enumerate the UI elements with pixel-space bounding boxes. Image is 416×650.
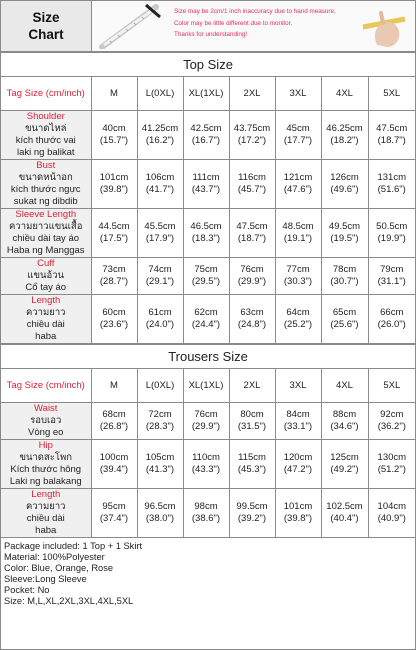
value-inch: (43.3") (191, 464, 221, 475)
value-inch: (18.2") (330, 135, 359, 146)
value-cm: 77cm (286, 264, 310, 275)
value-cm: 75cm (194, 264, 218, 275)
measurement-row (1, 209, 415, 258)
value-inch: (38.6") (191, 513, 221, 524)
value-cm: 43.75cm (233, 123, 271, 134)
measurement-value (368, 440, 415, 489)
value-inch: (28.7") (99, 276, 129, 287)
value-cm: 45.5cm (144, 221, 176, 232)
value-inch: (47.2") (283, 464, 313, 475)
value-inch: (24.0") (145, 319, 175, 330)
measurement-value (91, 111, 137, 160)
trousers-size-header: 2XL (229, 369, 275, 403)
top-size-header: XL(1XL) (183, 77, 229, 111)
measurement-label (1, 209, 91, 258)
measurement-value (368, 258, 415, 295)
chart-title-line1: Size (32, 10, 60, 25)
value-cm: 126cm (330, 172, 359, 183)
value-cm: 44.5cm (98, 221, 130, 232)
value-inch: (31.5") (237, 421, 267, 432)
measurement-value (91, 160, 137, 209)
value-inch: (15.7") (99, 135, 129, 146)
measurement-value (183, 111, 229, 160)
measurement-value (229, 111, 275, 160)
value-cm: 47.5cm (376, 123, 408, 134)
value-inch: (18.3") (191, 233, 221, 244)
note-line-1: Size may be 2cm/1 inch inaccuracy due to hand measure, (174, 8, 336, 15)
measurement-value (229, 160, 275, 209)
value-inch: (51.6") (377, 184, 406, 195)
measurement-value (321, 258, 368, 295)
measurement-value (321, 160, 368, 209)
trousers-tag-size-header: Tag Size (cm/inch) (1, 369, 91, 403)
value-inch: (25.6") (330, 319, 359, 330)
measurement-value (91, 489, 137, 538)
value-inch: (51.2") (377, 464, 406, 475)
value-inch: (19.5") (330, 233, 359, 244)
trousers-size-header: M (91, 369, 137, 403)
value-cm: 84cm (286, 409, 310, 420)
measuring-tape-icon (96, 3, 166, 49)
measurement-translation: kích thước vai (15, 135, 76, 146)
value-cm: 92cm (380, 409, 404, 420)
measurement-value (275, 111, 321, 160)
measurement-translation: haba (35, 331, 57, 342)
measurement-value (183, 403, 229, 440)
value-inch: (24.8") (237, 319, 267, 330)
value-inch: (19.1") (283, 233, 313, 244)
value-inch: (28.3") (145, 421, 175, 432)
measurement-translation: Vòng eo (28, 427, 64, 438)
value-inch: (47.6") (283, 184, 313, 195)
value-inch: (19.9") (377, 233, 406, 244)
measurement-name: Bust (36, 160, 56, 171)
value-cm: 68cm (102, 409, 126, 420)
measurement-value (91, 440, 137, 489)
trousers-size-header: 5XL (368, 369, 415, 403)
value-cm: 121cm (283, 172, 313, 183)
measurement-value (91, 258, 137, 295)
value-inch: (17.2") (237, 135, 267, 146)
measurement-value (137, 403, 183, 440)
note-line-2: Color may be little different due to monitor, (174, 19, 293, 27)
hand-measuring-icon (359, 5, 409, 49)
value-inch: (16.2") (145, 135, 175, 146)
value-inch: (30.3") (283, 276, 313, 287)
value-cm: 78cm (332, 264, 357, 275)
measurement-translation: laki ng balikat (16, 147, 75, 158)
value-cm: 46.5cm (190, 221, 222, 232)
value-inch: (18.7") (237, 233, 267, 244)
measurement-value (183, 489, 229, 538)
value-cm: 88cm (332, 409, 357, 420)
value-cm: 45cm (286, 123, 310, 134)
value-cm: 64cm (286, 307, 310, 318)
measurement-value (229, 403, 275, 440)
value-inch: (36.2") (377, 421, 406, 432)
value-cm: 101cm (283, 501, 313, 512)
product-details (1, 538, 415, 610)
material: Material: 100%Polyester (4, 552, 105, 562)
trousers-rows (1, 403, 415, 538)
measurement-value (137, 258, 183, 295)
value-cm: 95cm (102, 501, 126, 512)
measurement-name: Hip (38, 440, 53, 451)
value-inch: (41.3") (145, 464, 175, 475)
value-inch: (23.6") (99, 319, 129, 330)
value-cm: 125cm (330, 452, 359, 463)
measurement-value (275, 440, 321, 489)
trousers-size-header: XL(1XL) (183, 369, 229, 403)
measurement-row (1, 258, 415, 295)
value-inch: (29.9") (237, 276, 267, 287)
measurement-value (229, 295, 275, 344)
measurement-label (1, 440, 91, 489)
value-cm: 48.5cm (282, 221, 314, 232)
measurement-value (91, 403, 137, 440)
measurement-label (1, 489, 91, 538)
value-cm: 111cm (192, 172, 220, 183)
value-cm: 49.5cm (328, 221, 361, 232)
top-size-header: 5XL (368, 77, 415, 111)
measurement-name: Shoulder (26, 111, 65, 122)
measurement-value (183, 440, 229, 489)
value-cm: 40cm (102, 123, 126, 134)
top-rows (1, 111, 415, 344)
value-cm: 104cm (377, 501, 407, 512)
measurement-value (137, 440, 183, 489)
top-size-header: L(0XL) (137, 77, 183, 111)
measurement-translation: แขนอ้วน (27, 270, 65, 281)
value-inch: (16.7") (191, 135, 221, 146)
value-inch: (24.4") (191, 319, 221, 330)
measurement-value (275, 160, 321, 209)
chart-title (1, 1, 92, 51)
value-inch: (49.2") (330, 464, 359, 475)
value-cm: 74cm (148, 264, 172, 275)
value-inch: (18.7") (377, 135, 406, 146)
value-cm: 96.5cm (144, 501, 176, 512)
value-inch: (29.9") (191, 421, 221, 432)
measurement-value (321, 489, 368, 538)
measurement-value (275, 295, 321, 344)
value-cm: 42.5cm (190, 123, 222, 134)
value-inch: (39.4") (99, 464, 129, 475)
value-inch: (30.7") (330, 276, 359, 287)
color-options: Color: Blue, Orange, Rose (4, 563, 114, 573)
measurement-value (91, 209, 137, 258)
measurement-translation: haba (35, 525, 57, 536)
value-inch: (31.1") (377, 276, 406, 287)
value-inch: (38.0") (145, 513, 175, 524)
value-cm: 63cm (240, 307, 264, 318)
value-inch: (33.1") (283, 421, 313, 432)
value-inch: (17.5") (99, 233, 129, 244)
value-inch: (26.8") (99, 421, 129, 432)
available-sizes: Size: M,L,XL,2XL,3XL,4XL,5XL (4, 596, 134, 606)
value-cm: 73cm (102, 264, 126, 275)
value-cm: 46.25cm (326, 123, 363, 134)
measurement-value (368, 111, 415, 160)
measurement-value (368, 403, 415, 440)
measurement-value (368, 209, 415, 258)
value-cm: 72cm (148, 409, 172, 420)
measurement-value (137, 160, 183, 209)
measurement-label (1, 111, 91, 160)
value-cm: 102.5cm (326, 501, 363, 512)
top-size-header: 4XL (321, 77, 368, 111)
pocket-info: Pocket: No (4, 585, 50, 595)
value-inch: (34.6") (330, 421, 359, 432)
measurement-translation: ขนาดสะโพก (19, 452, 72, 463)
measurement-value (137, 111, 183, 160)
measurement-value (321, 295, 368, 344)
value-cm: 98cm (194, 501, 218, 512)
measurement-translation: Haba ng Manggas (6, 245, 85, 256)
measurement-value (137, 209, 183, 258)
measurement-row (1, 489, 415, 538)
value-cm: 99.5cm (236, 501, 268, 512)
measurement-value (368, 160, 415, 209)
measurement-name: Length (31, 295, 61, 306)
measurement-value (275, 258, 321, 295)
measurement-label (1, 160, 91, 209)
measurement-name: Cuff (37, 258, 55, 269)
measurement-value (229, 440, 275, 489)
measurement-value (275, 209, 321, 258)
value-inch: (40.4") (330, 513, 359, 524)
trousers-size-header: 4XL (321, 369, 368, 403)
measurement-row (1, 111, 415, 160)
top-size-header: 2XL (229, 77, 275, 111)
measurement-value (368, 489, 415, 538)
sleeve-type: Sleeve:Long Sleeve (4, 574, 87, 584)
measurement-translation: Laki ng balakang (9, 476, 82, 487)
value-cm: 47.5cm (236, 221, 268, 232)
measurement-value (275, 403, 321, 440)
value-cm: 101cm (99, 172, 129, 183)
value-inch: (37.4") (99, 513, 129, 524)
measurement-value (229, 489, 275, 538)
measurement-value (368, 295, 415, 344)
value-inch: (39.8") (99, 184, 129, 195)
chart-header (1, 1, 415, 52)
measurement-name: Sleeve Length (15, 209, 77, 220)
value-inch: (26.0") (377, 319, 406, 330)
measurement-row (1, 403, 415, 440)
measurement-translation: ความยาวแขนเสื้อ (9, 221, 83, 232)
measurement-value (229, 209, 275, 258)
trousers-size-title: Trousers Size (1, 345, 415, 369)
measurement-value (183, 258, 229, 295)
value-cm: 76cm (240, 264, 264, 275)
value-cm: 62cm (194, 307, 218, 318)
value-inch: (45.7") (237, 184, 267, 195)
measurement-translation: kích thước ngực (10, 184, 81, 195)
top-size-header: M (91, 77, 137, 111)
measurement-translation: ขนาดไหล่ (25, 123, 67, 134)
measurement-row (1, 295, 415, 344)
measurement-value (183, 295, 229, 344)
top-size-header: 3XL (275, 77, 321, 111)
measurement-label (1, 295, 91, 344)
trousers-size-table (1, 344, 415, 538)
value-inch: (17.9") (145, 233, 175, 244)
top-size-table (1, 52, 415, 344)
measurement-translation: chiều dài (26, 513, 65, 524)
value-cm: 100cm (99, 452, 129, 463)
measurement-value (321, 440, 368, 489)
measurement-value (321, 403, 368, 440)
measurement-notes (174, 6, 336, 41)
value-cm: 65cm (332, 307, 357, 318)
measurement-translation: รอบเอว (30, 415, 62, 426)
trousers-size-header: L(0XL) (137, 369, 183, 403)
value-cm: 120cm (283, 452, 313, 463)
measurement-label (1, 258, 91, 295)
note-line-3: Thanks for understanding! (174, 31, 248, 38)
measurement-translation: Kích thước hông (10, 464, 82, 475)
measurement-row (1, 440, 415, 489)
value-cm: 115cm (238, 452, 266, 463)
package-included: Package included: 1 Top + 1 Skirt (4, 541, 143, 551)
value-cm: 105cm (145, 452, 175, 463)
top-tag-size-header: Tag Size (cm/inch) (1, 77, 91, 111)
value-inch: (17.7") (283, 135, 313, 146)
value-inch: (25.2") (283, 319, 313, 330)
measurement-translation: ความยาว (25, 501, 66, 512)
measurement-value (183, 160, 229, 209)
measurement-row (1, 160, 415, 209)
value-inch: (29.5") (191, 276, 221, 287)
measurement-name: Waist (34, 403, 58, 414)
value-cm: 79cm (380, 264, 404, 275)
measurement-translation: Cổ tay áo (25, 282, 67, 293)
measurement-value (183, 209, 229, 258)
value-cm: 50.5cm (376, 221, 408, 232)
top-size-title: Top Size (1, 53, 415, 77)
measurement-translation: chiều dài (26, 319, 65, 330)
trousers-size-header: 3XL (275, 369, 321, 403)
value-inch: (39.2") (237, 513, 267, 524)
value-inch: (49.6") (330, 184, 359, 195)
measurement-label (1, 403, 91, 440)
value-cm: 80cm (240, 409, 264, 420)
value-inch: (40.9") (377, 513, 406, 524)
measurement-translation: ความยาว (25, 307, 66, 318)
value-cm: 110cm (192, 452, 220, 463)
measurement-value (321, 209, 368, 258)
value-inch: (29.1") (145, 276, 175, 287)
value-cm: 131cm (377, 172, 406, 183)
value-cm: 61cm (148, 307, 172, 318)
value-inch: (43.7") (191, 184, 221, 195)
value-cm: 66cm (380, 307, 404, 318)
measurement-banner (92, 1, 415, 51)
measurement-translation: sukat ng dibdib (13, 196, 78, 207)
measurement-translation: chiều dài tay áo (12, 233, 80, 244)
value-cm: 130cm (377, 452, 407, 463)
value-cm: 41.25cm (141, 123, 179, 134)
measurement-value (321, 111, 368, 160)
value-cm: 76cm (194, 409, 218, 420)
measurement-translation: ขนาดหน้าอก (18, 172, 73, 183)
chart-title-line2: Chart (28, 27, 64, 42)
value-inch: (39.8") (283, 513, 313, 524)
value-cm: 60cm (102, 307, 126, 318)
value-inch: (41.7") (145, 184, 175, 195)
value-cm: 116cm (238, 172, 266, 183)
measurement-value (137, 295, 183, 344)
value-inch: (45.3") (237, 464, 267, 475)
value-cm: 106cm (145, 172, 175, 183)
measurement-value (137, 489, 183, 538)
measurement-name: Length (31, 489, 61, 500)
measurement-value (91, 295, 137, 344)
measurement-value (229, 258, 275, 295)
measurement-value (275, 489, 321, 538)
